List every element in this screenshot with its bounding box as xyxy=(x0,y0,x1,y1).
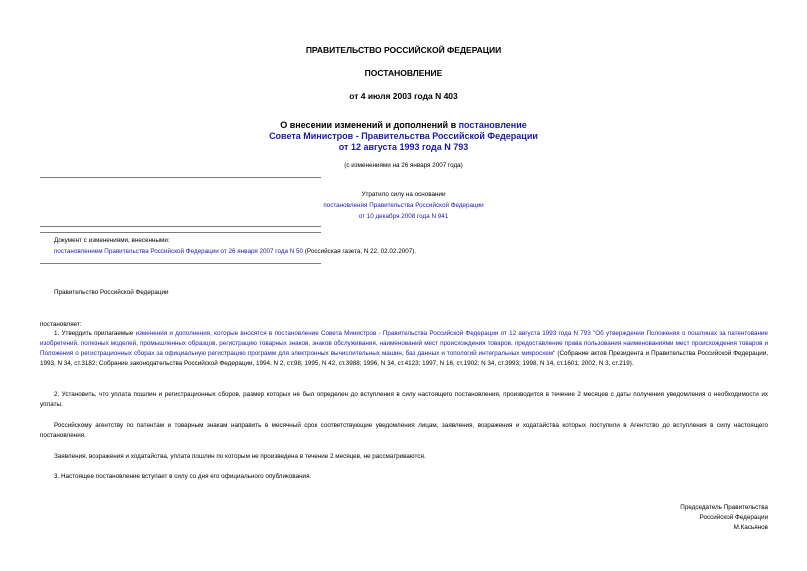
paragraph-1-start: 1. Утвердить прилагаемые xyxy=(54,330,136,337)
title-line-2[interactable]: Совета Министров - Правительства Российской Федерации xyxy=(269,131,538,141)
document-type: ПОСТАНОВЛЕНИЕ xyxy=(364,68,443,78)
paragraph-1-end: (Собрание актов Президента и Правительства Российской Федерации, 1993, N 34, ст.3182; Собрание законодательства Российской Федерации, 1994, N 2, ст.98; 1995, N 42, ст.3988; 1996, N 34, ст.4123; 1997, N 16, ст.1902; N 34, ст.3993; 1998, N 14, ст.1601; 2002, N 3, ст.219). xyxy=(40,350,768,367)
paragraph-2: 2. Установить, что уплата пошлин и регистрационных сборов, размер которых не был определен до вступления в силу настоящего постановления, производится в течение 2 месяцев с даты получения уведомления о необходимости их уплаты. xyxy=(40,391,768,408)
title-line-3[interactable]: от 12 августа 1993 года N 793 xyxy=(338,142,469,152)
paragraph-5: 3. Настоящее постановление вступает в силу со дня его официального опубликования. xyxy=(54,473,312,480)
changes-label: Документ с изменениями, внесенными: xyxy=(54,237,170,244)
resolves-text: постановляет: xyxy=(40,321,82,328)
signature-name: М.Касьянов xyxy=(733,524,768,531)
amendment-note: (с изменениями на 26 января 2007 года) xyxy=(344,162,463,169)
expiry-notice xyxy=(0,189,807,222)
expiry-line-1: Утратило силу на основании xyxy=(361,191,446,198)
amended-act-link[interactable]: постановление xyxy=(458,120,527,130)
signature-position: Председатель Правительства xyxy=(680,504,768,511)
issuer-text: Правительство Российской Федерации xyxy=(54,289,169,296)
signature-block xyxy=(468,503,768,533)
paragraph-1-changes-link[interactable]: изменения и дополнения, которые вносятся в постановление Совета Министров - Правительства Российской Федерации от 12 августа 1993 года N 793 "Об утверждении Положения о пошлинах за патентование изобретений, полезных моделей, промышленных образцов, регистрацию товарных знаков, знаков обслуживания, наименований мест происхождения товаров, предоставление права пользования наименованиями мест происхождения товаров и Положения о регистрационных сборах за официальную регистрацию программ для электронных вычислительных машин, баз данных и топологий интегральных микросхем" xyxy=(40,330,769,357)
signature-country: Российской Федерации xyxy=(699,514,768,521)
changes-act-link[interactable]: постановлением Правительства Российской Федерации от 26 января 2007 года N 50 xyxy=(54,248,304,255)
paragraph-3: Российскому агентству по патентам и товарным знакам направить в месячный срок соответствующие уведомления лицам, заявления, возражения и ходатайства которых поступили в Агентство до вступления в силу настоящего постановления. xyxy=(40,422,768,439)
divider xyxy=(40,226,321,227)
paragraph-1 xyxy=(40,329,768,369)
title-line-1 xyxy=(0,120,807,131)
expiry-link-line-2[interactable]: постановления Правительства Российской Федерации xyxy=(323,202,484,209)
issuing-authority: ПРАВИТЕЛЬСТВО РОССИЙСКОЙ ФЕДЕРАЦИИ xyxy=(305,45,502,55)
document-date-number: от 4 июля 2003 года N 403 xyxy=(349,91,458,101)
changes-publication: (Российская газета, N 22, 02.02.2007). xyxy=(303,248,417,255)
divider xyxy=(40,232,321,233)
expiry-link-line-3[interactable]: от 10 декабря 2008 года N 941 xyxy=(358,213,449,220)
divider xyxy=(40,263,321,264)
changes-line xyxy=(54,247,416,257)
divider xyxy=(40,177,321,178)
title-prefix: О внесении изменений и дополнений в xyxy=(280,120,459,130)
paragraph-4: Заявления, возражения и ходатайства, уплата пошлин по которым не произведена в течение 2 месяцев, не рассматриваются. xyxy=(54,453,426,460)
document-title xyxy=(0,120,807,153)
